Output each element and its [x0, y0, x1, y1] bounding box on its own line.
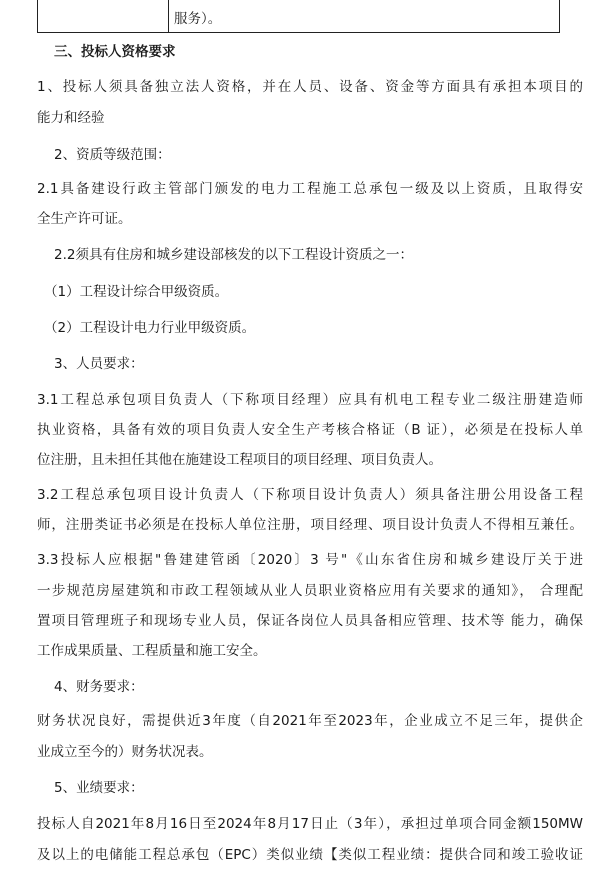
paragraph-line: 4、财务要求： — [54, 679, 144, 695]
paragraph-line: 3.2工程总承包项目设计负责人（下称项目设计负责人）须具备注册公用设备工程 — [37, 487, 583, 503]
paragraph-line: 3.1工程总承包项目负责人（下称项目经理）应具有机电工程专业二级注册建造师 — [37, 392, 583, 408]
top-table-fragment — [37, 0, 560, 33]
paragraph-line: 全生产许可证。 — [37, 211, 132, 227]
paragraph-line: 2.2须具有住房和城乡建设部核发的以下工程设计资质之一： — [54, 247, 413, 263]
section-heading: 三、投标人资格要求 — [54, 44, 176, 60]
paragraph-line: 3.3投标人应根据"鲁建建管函〔2020〕3 号"《山东省住房和城乡建设厅关于进 — [37, 552, 583, 568]
paragraph-line: 执业资格，具备有效的项目负责人安全生产考核合格证（B 证），必须是在投标人单 — [37, 422, 583, 438]
paragraph-line: 置项目管理班子和现场专业人员，保证各岗位人员具备相应管理、技术等 能力，确保 — [37, 613, 583, 629]
table-cell-text: 服务）。 — [174, 11, 222, 27]
paragraph-line: 工作成果质量、工程质量和施工安全。 — [37, 643, 267, 659]
paragraph-line: 位注册，且未担任其他在施建设工程项目的项目经理、项目负责人。 — [37, 452, 442, 468]
paragraph-line: 财务状况良好，需提供近3年度（自2021年至2023年，企业成立不足三年，提供企 — [37, 713, 583, 729]
paragraph-line: 1、投标人须具备独立法人资格，并在人员、设备、资金等方面具有承担本项目的 — [37, 79, 583, 95]
paragraph-line: 能力和经验 — [37, 110, 105, 126]
paragraph-line: 一步规范房屋建筑和市政工程领域从业人员职业资格应用有关要求的通知》， 合理配 — [37, 583, 583, 599]
paragraph-line: 2、资质等级范围： — [54, 147, 171, 163]
paragraph-line: 2.1具备建设行政主管部门颁发的电力工程施工总承包一级及以上资质，且取得安 — [37, 181, 583, 197]
paragraph-line: 业成立至今的）财务状况表。 — [37, 744, 213, 760]
paragraph-line: 5、业绩要求： — [54, 780, 144, 796]
list-item: （1）工程设计综合甲级资质。 — [44, 284, 229, 300]
paragraph-line: 师，注册类证书必须是在投标人单位注册，项目经理、项目设计负责人不得相互兼任。 — [37, 517, 583, 533]
paragraph-line: 投标人自2021年8月16日至2024年8月17日止（3年），承担过单项合同金额150MW — [37, 816, 583, 832]
list-item: （2）工程设计电力行业甲级资质。 — [44, 320, 256, 336]
paragraph-line: 及以上的电储能工程总承包（EPC）类似业绩【类似工程业绩：提供合同和竣工验收证 — [37, 847, 583, 863]
table-column-divider — [168, 0, 169, 32]
paragraph-line: 3、人员要求： — [54, 356, 144, 372]
